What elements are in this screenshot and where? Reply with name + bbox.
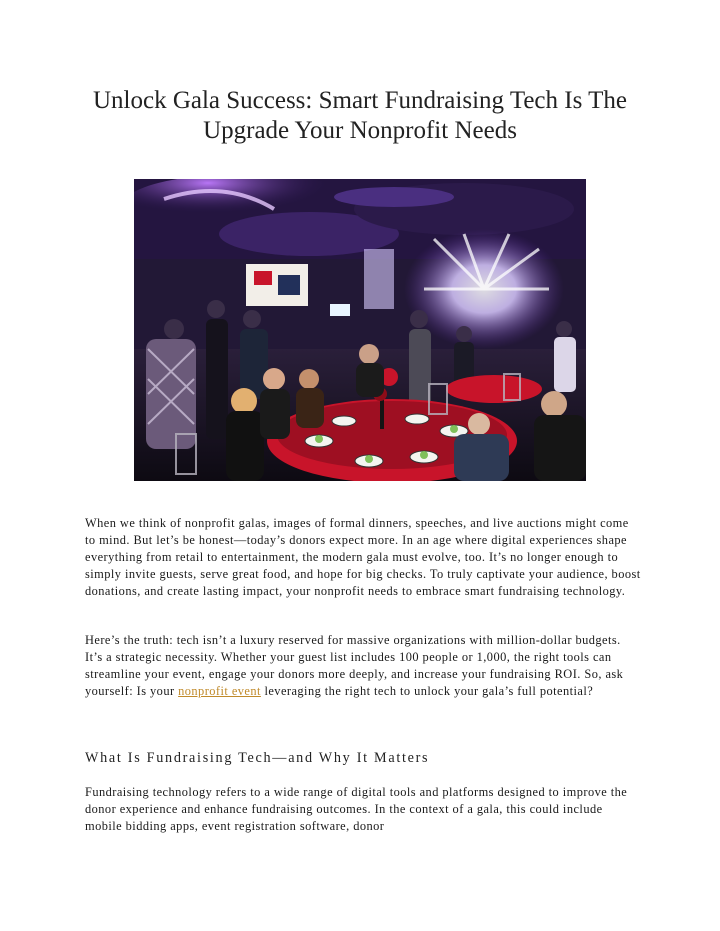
section-heading: What Is Fundraising Tech—and Why It Matters [85,750,430,766]
body-paragraph-3: Fundraising technology refers to a wide range of digital tools and platforms designed to improve the donor experience and enhance fundraising outcomes. In the context of a gala, this could include mobile bidding apps, event registration software, donor [85,785,628,833]
nonprofit-event-link[interactable]: nonprofit event [178,684,261,698]
paragraph-2-text-start: Here’s the truth: tech isn’t a luxury reserved for massive organizations with million-dollar budgets. It’s a strategic necessity. Whether your guest list includes 100 people or 1,000, the right tools can streamline your event, engage your donors more deeply, and increase your fundraising ROI. So, ask yourself: Is your [85,633,624,698]
intro-paragraph: When we think of nonprofit galas, images of formal dinners, speeches, and live auctions might come to mind. But let’s be honest—today’s donors expect more. In an age where digital experiences shape everything from retail to entertainment, the modern gala must evolve, too. It’s no longer enough to simply invite guests, serve great food, and hope for big checks. To truly captivate your audience, boost donations, and create lasting impact, your nonprofit needs to embrace smart fundraising technology. [85,516,641,598]
gala-photo-illustration [134,179,586,481]
article-title: Unlock Gala Success: Smart Fundraising Tech Is The Upgrade Your Nonprofit Needs [92,87,628,144]
paragraph-2-text-end: leveraging the right tech to unlock your gala’s full potential? [260,684,594,698]
body-paragraph-2 [85,632,641,700]
gala-photo [134,179,586,481]
